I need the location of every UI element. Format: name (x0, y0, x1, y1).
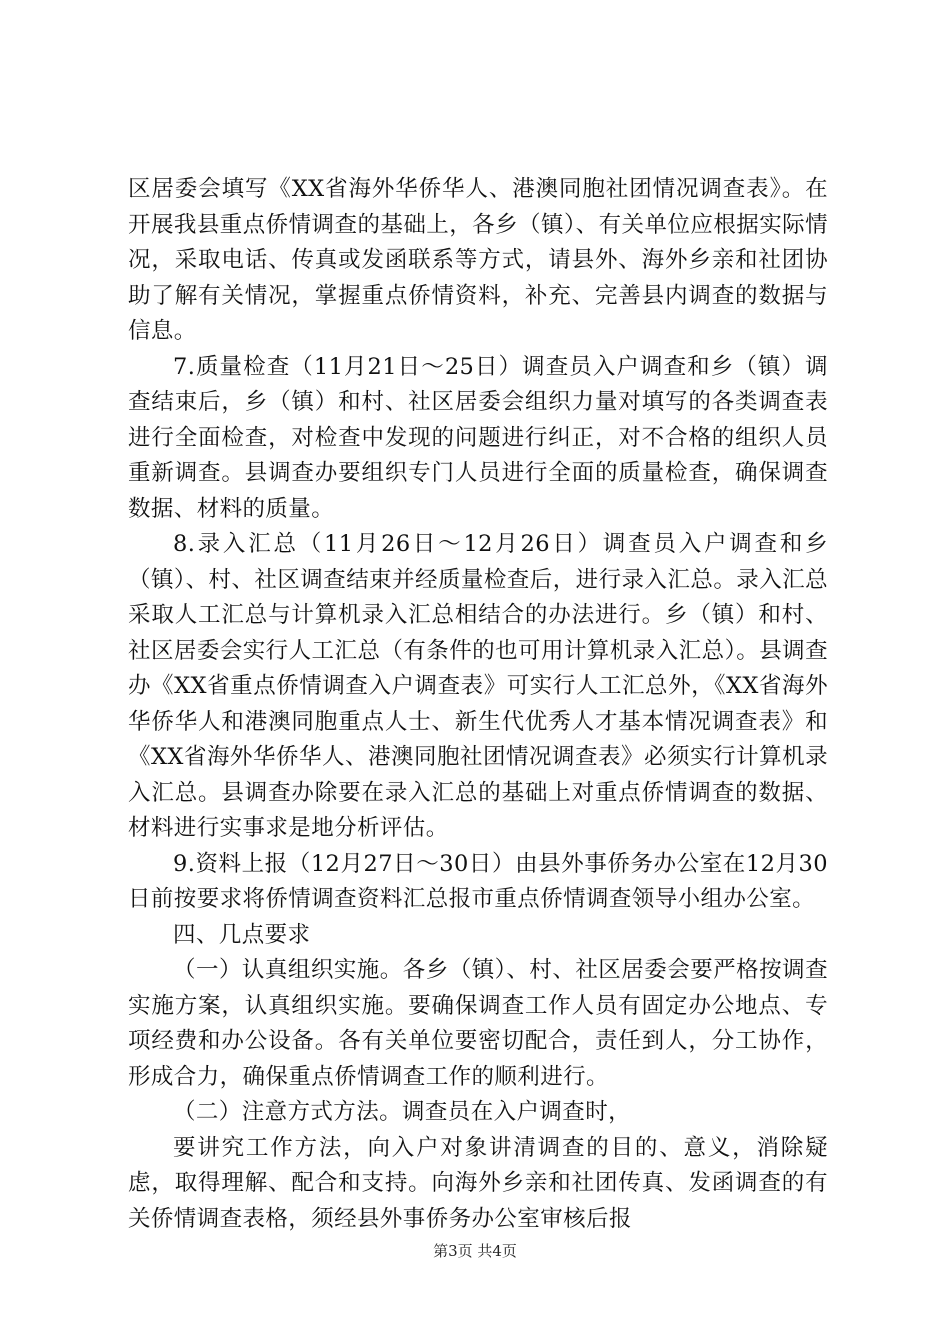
page-footer: 第3页 共4页 (433, 1242, 517, 1260)
paragraph-data-entry: 8.录入汇总（11月26日～12月26日）调查员入户调查和乡（镇）、村、社区调查结束并经质量检查后，进行录入汇总。录入汇总采取人工汇总与计算机录入汇总相结合的办法进行。乡（镇）和村、社区居委会实行人工汇总（有条件的也可用计算机录入汇总）。县调查办《XX省重点侨情调查入户调查表》可实行人工汇总外，《XX省海外华侨华人和港澳同胞重点人士、新生代优秀人才基本情况调查表》和《XX省海外华侨华人、港澳同胞社团情况调查表》必须实行计算机录入汇总。县调查办除要在录入汇总的基础上对重点侨情调查的数据、材料进行实事求是地分析评估。 (128, 531, 828, 841)
paragraph-continuation: 区居委会填写《XX省海外华侨华人、港澳同胞社团情况调查表》。在开展我县重点侨情调查的基础上，各乡（镇）、有关单位应根据实际情况，采取电话、传真或发函联系等方式，请县外、海外乡亲和社团协助了解有关情况，掌握重点侨情资料，补充、完善县内调查的数据与信息。 (128, 176, 828, 344)
paragraph-methods-continued: 要讲究工作方法，向入户对象讲清调查的目的、意义，消除疑虑，取得理解、配合和支持。向海外乡亲和社团传真、发函调查的有关侨情调查表格，须经县外事侨务办公室审核后报 (128, 1134, 828, 1232)
paragraph-methods: （二）注意方式方法。调查员在入户调查时， (173, 1099, 632, 1125)
paragraph-data-report: 9.资料上报（12月27日～30日）由县外事侨务办公室在12月30日前按要求将侨情调查资料汇总报市重点侨情调查领导小组办公室。 (128, 850, 828, 912)
paragraph-organize: （一）认真组织实施。各乡（镇）、村、社区居委会要严格按调查实施方案，认真组织实施。要确保调查工作人员有固定办公地点、专项经费和办公设备。各有关单位要密切配合，责任到人，分工协作，形成合力，确保重点侨情调查工作的顺利进行。 (128, 957, 828, 1090)
document-body (128, 172, 828, 1237)
section-heading-requirements: 四、几点要求 (173, 921, 311, 948)
paragraph-quality-check: 7.质量检查（11月21日～25日）调查员入户调查和乡（镇）调查结束后，乡（镇）和村、社区居委会组织力量对填写的各类调查表进行全面检查，对检查中发现的问题进行纠正，对不合格的组织人员重新调查。县调查办要组织专门人员进行全面的质量检查，确保调查数据、材料的质量。 (128, 353, 828, 522)
